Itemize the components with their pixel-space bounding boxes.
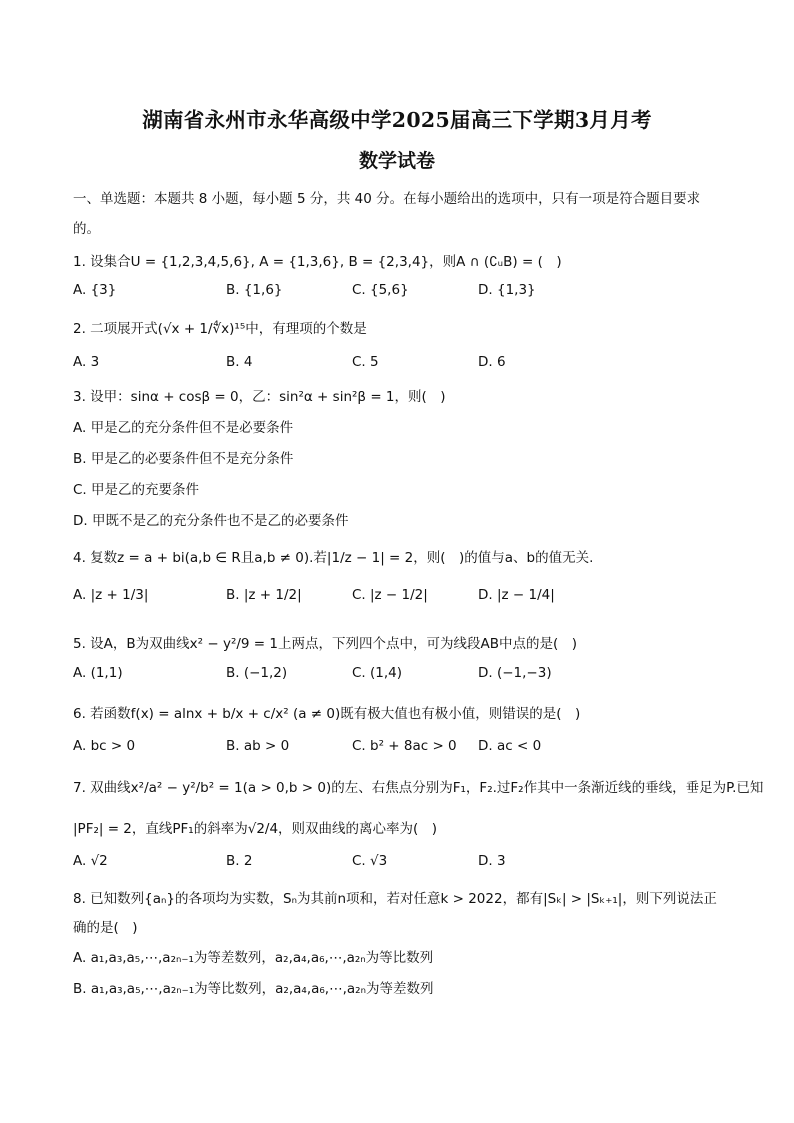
question-4-stem: 4. 复数z = a + bi(a,b ∈ R且a,b ≠ 0).若|1/z − 1| = 2，则( )的值与a、b的值无关. [73,550,594,566]
question-8-option-a: A. a₁,a₃,a₅,⋯,a₂ₙ₋₁为等差数列，a₂,a₄,a₆,⋯,a₂ₙ为等比数列 [73,950,434,966]
question-7-stem: 7. 双曲线x²/a² − y²/b² = 1(a > 0,b > 0)的左、右焦点分别为F₁，F₂.过F₂作其中一条渐近线的垂线，垂足为P.已知 [73,780,764,796]
question-3-stem: 3. 设甲：sinα + cosβ = 0，乙：sin²α + sin²β = 1，则( ) [73,389,446,405]
question-3-option-d: D. 甲既不是乙的充分条件也不是乙的必要条件 [73,513,349,529]
option-c: C. b² + 8ac > 0 [352,738,457,754]
exam-subtitle: 数学试卷 [358,150,435,172]
option-c: C. √3 [352,853,388,869]
question-1-options [73,282,733,304]
option-c: C. (1,4) [352,665,403,681]
question-7-stem-cont: |PF₂| = 2，直线PF₁的斜率为√2/4，则双曲线的离心率为( ) [73,821,438,837]
question-5-options [73,665,733,687]
question-8-stem-cont: 确的是( ) [73,920,138,936]
option-a: A. 3 [73,354,100,370]
question-3-option-a: A. 甲是乙的充分条件但不是必要条件 [73,420,294,436]
option-d: D. |z − 1/4| [478,587,555,603]
question-1-stem: 1. 设集合U = {1,2,3,4,5,6}, A = {1,3,6}, B = {2,3,4}，则A ∩ (∁ᵤB) = ( ) [73,254,562,270]
option-b: B. |z + 1/2| [226,587,302,603]
question-8-option-b: B. a₁,a₃,a₅,⋯,a₂ₙ₋₁为等比数列，a₂,a₄,a₆,⋯,a₂ₙ为等差数列 [73,981,434,997]
section-instructions: 一、单选题：本题共 8 小题，每小题 5 分，共 40 分。在每小题给出的选项中，只有一项是符合题目要求 [73,191,701,207]
option-b: B. 2 [226,853,253,869]
option-c: C. {5,6} [352,282,409,298]
option-c: C. 5 [352,354,379,370]
option-a: A. √2 [73,853,108,869]
question-5-stem: 5. 设A，B为双曲线x² − y²/9 = 1上两点，下列四个点中，可为线段AB中点的是( ) [73,636,578,652]
question-7-options [73,853,733,875]
option-a: A. (1,1) [73,665,123,681]
question-2-stem: 2. 二项展开式(√x + 1/∜x)¹⁵中，有理项的个数是 [73,321,367,337]
option-a: A. {3} [73,282,117,298]
option-d: D. (−1,−3) [478,665,552,681]
option-b: B. 4 [226,354,253,370]
option-d: D. 6 [478,354,506,370]
option-d: D. ac < 0 [478,738,542,754]
question-3-option-c: C. 甲是乙的充要条件 [73,482,200,498]
option-d: D. 3 [478,853,506,869]
question-3-option-b: B. 甲是乙的必要条件但不是充分条件 [73,451,294,467]
option-b: B. ab > 0 [226,738,290,754]
question-6-stem: 6. 若函数f(x) = alnx + b/x + c/x² (a ≠ 0)既有极大值也有极小值，则错误的是( ) [73,706,581,722]
exam-title: 湖南省永州市永华高级中学2025届高三下学期3月月考 [142,108,652,132]
option-a: A. bc > 0 [73,738,136,754]
question-4-options [73,587,733,609]
option-d: D. {1,3} [478,282,536,298]
question-6-options [73,738,733,760]
section-instructions-cont: 的。 [73,221,100,237]
option-b: B. (−1,2) [226,665,288,681]
option-c: C. |z − 1/2| [352,587,428,603]
question-8-stem: 8. 已知数列{aₙ}的各项均为实数，Sₙ为其前n项和，若对任意k > 2022，都有|Sₖ| > |Sₖ₊₁|，则下列说法正 [73,891,717,907]
option-b: B. {1,6} [226,282,283,298]
option-a: A. |z + 1/3| [73,587,149,603]
question-2-options [73,354,733,376]
